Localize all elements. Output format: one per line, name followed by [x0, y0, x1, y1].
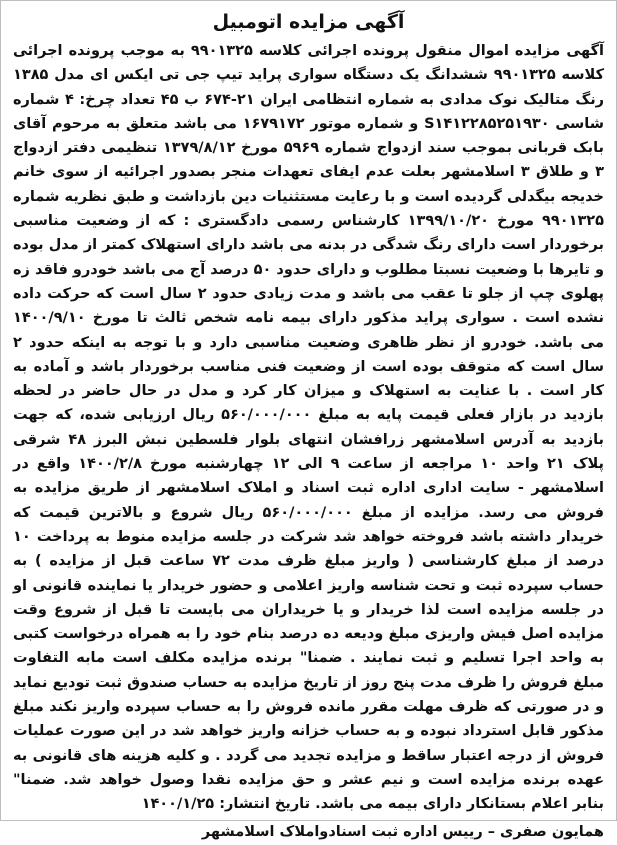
notice-title: آگهی مزایده اتومبیل: [212, 11, 405, 33]
notice-signature: همایون صفری – رییس اداره ثبت اسنادواملاک اسلامشهر: [201, 823, 604, 840]
notice-body: آگهی مزایده اموال منقول پرونده اجرائی کلاسه ۹۹۰۱۳۲۵ به موجب پرونده اجرائی کلاسه ۹۹۰۱۳۲۵ ششدانگ یک دستگاه سواری پراید تیپ جی تی ایکس ای مدل ۱۳۸۵ رنگ متالیک نوک مدادی به شماره انتظامی ایران ۲۱-۶۷۴ ب ۴۵ تعداد چرخ: ۴ شماره شاسی S۱۴۱۲۲۸۵۲۵۱۹۳۰ و شماره موتور ۱۶۷۹۱۷۲ می باشد متعلق به مرحوم آقای بابک قربانی بموجب سند ازدواج شماره ۵۹۶۹ مورخ ۱۳۷۹/۸/۱۲ تنظیمی دفتر ازدواج ۳ و طلاق ۳ اسلامشهر بعلت عدم ایفای تعهدات منجر بصدور اجرائیه از سوی خانم خدیجه بیگدلی گردیده است و با رعایت مستثنیات دین بازداشت و طبق نظریه شماره ۹۹۰۱۳۲۵ مورخ ۱۳۹۹/۱۰/۲۰ کارشناس رسمی دادگستری : که از وضعیت مناسبی برخوردار است دارای رنگ شدگی در بدنه می باشد دارای استهلاک کمتر از مدل بوده و تایرها با وضعیت نسبتا مطلوب و دارای حدود ۵۰ درصد آج می باشد خودرو فاقد زه پهلوی چپ از جلو تا عقب می باشد و مدت زیادی حدود ۲ سال است که حرکت داده نشده است . سواری پراید مذکور دارای بیمه نامه شخص ثالث تا مورخ ۱۴۰۰/۹/۱۰ می باشد. خودرو از نظر ظاهری وضعیت مناسبی دارد و با توجه به اینکه حدود ۲ سال است که متوقف بوده است از وضعیت فنی مناسب برخوردار باشد و آماده به کار است . با عنایت به استهلاک و میزان کار کرد و مدل در حال حاضر در لحظه بازدید در بازار فعلی قیمت پایه به مبلغ ۵۶۰/۰۰۰/۰۰۰ ریال ارزیابی شده، که جهت بازدید به آدرس اسلامشهر زرافشان انتهای بلوار فلسطین نبش البرز ۴۸ شرقی پلاک ۲۱ واحد ۱۰ مراجعه از ساعت ۹ الی ۱۲ چهارشنبه مورخ ۱۴۰۰/۲/۸ واقع در اسلامشهر - سایت اداری اداره ثبت اسناد و املاک اسلامشهر از طریق مزایده به فروش می رسد. مزایده از مبلغ ۵۶۰/۰۰۰/۰۰۰ ریال شروع و بالاترین قیمت که خریدار داشته باشد فروخته خواهد شد شرکت در جلسه مزایده منوط به پرداخت ۱۰ درصد از مبلغ کارشناسی ( واریز مبلغ ظرف مدت ۷۲ ساعت قبل از مزایده ) به حساب سپرده ثبت و تحت شناسه واریز اعلامی و حضور خریدار یا نماینده قانونی او در جلسه مزایده است لذا خریدار و یا خریداران می بایست تا قبل از شروع وقت مزایده اصل فیش واریزی مبلغ ودیعه ده درصد بنام خود را به همراه درخواست کتبی به واحد اجرا تسلیم و ثبت نمایند . ضمنا" برنده مزایده مکلف است مابه التفاوت مبلغ فروش را ظرف مدت پنج روز از تاریخ مزایده به حساب صندوق ثبت تودیع نماید و در صورتی که ظرف مهلت مقرر مانده فروش را به حساب سپرده واریز نکند مبلغ مذکور قابل استرداد نبوده و به حساب خزانه واریز خواهد شد در این صورت عملیات فروش از درجه اعتبار ساقط و مزایده تجدید می گردد . و کلیه هزینه های قانونی به عهده برنده مزایده است و نیم عشر و حق مزایده نقدا وصول خواهد شد. ضمنا" بنابر اعلام بستانکار دارای بیمه می باشد. تاریخ انتشار: ۱۴۰۰/۱/۲۵: [13, 43, 605, 813]
